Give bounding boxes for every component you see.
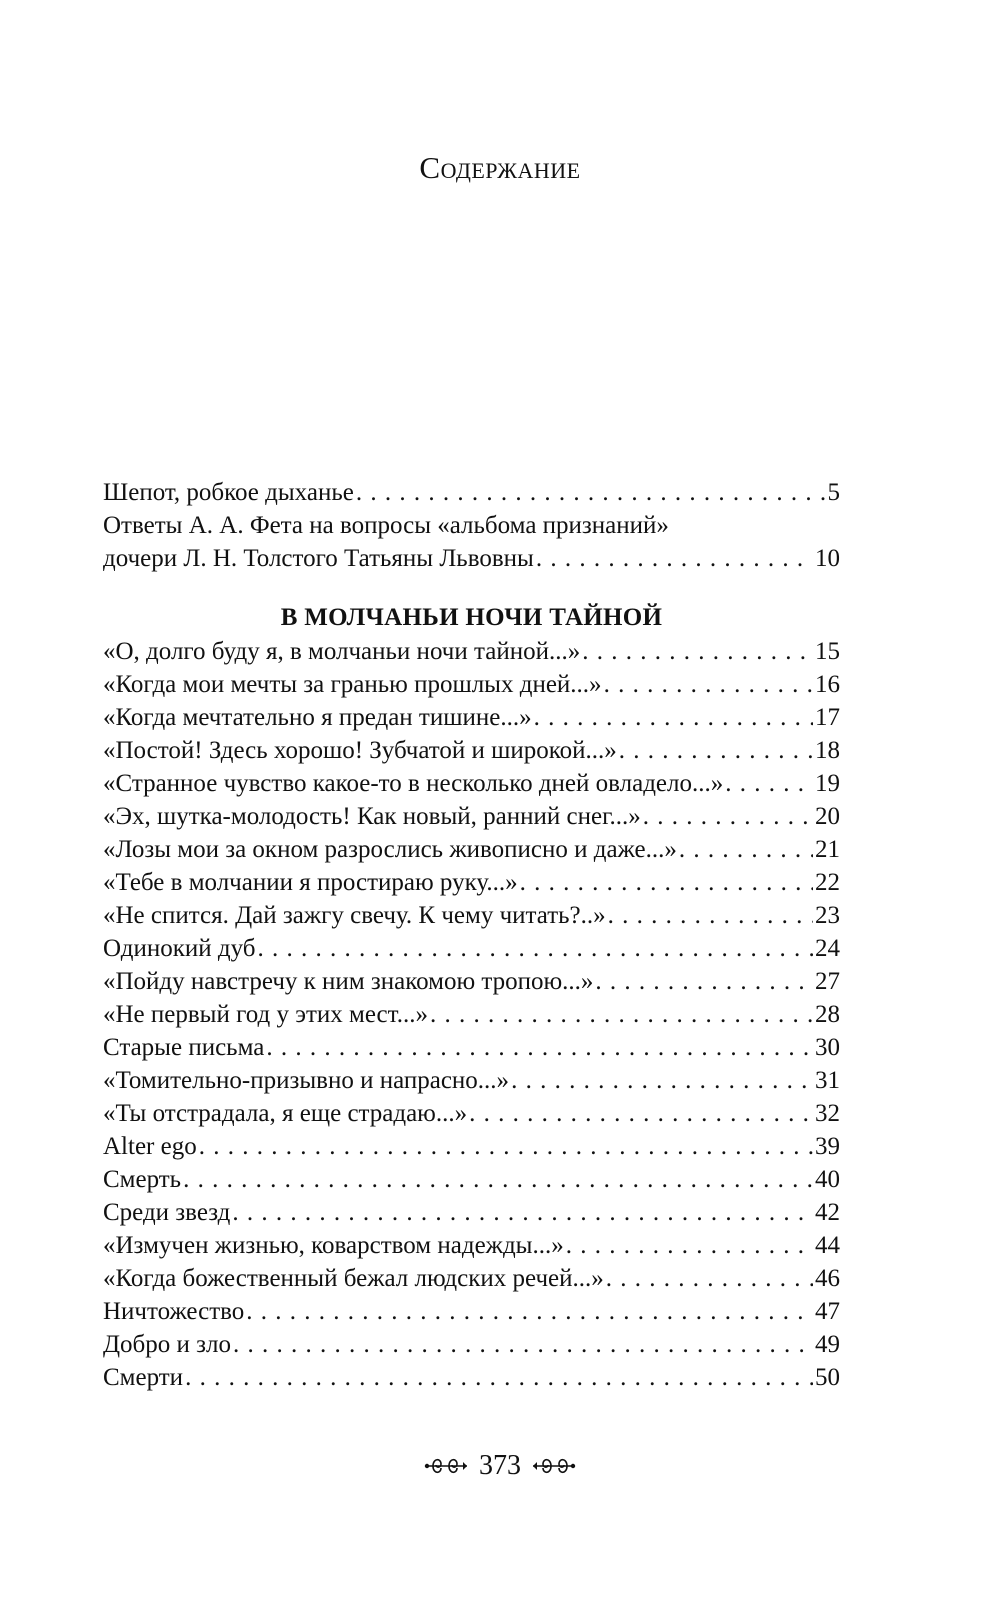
toc-entry[interactable] bbox=[103, 1262, 840, 1295]
section-entries bbox=[103, 635, 840, 1394]
toc-entry-page: 5 bbox=[827, 479, 840, 506]
dot-leader bbox=[233, 1328, 813, 1361]
toc-entry-page: 44 bbox=[815, 1232, 840, 1259]
dot-leader bbox=[356, 476, 826, 509]
dot-leader bbox=[430, 998, 813, 1031]
toc-entry-title: Одинокий дуб bbox=[103, 935, 256, 962]
toc-entry-title: «Пойду навстречу к ним знакомою тропою...» bbox=[103, 968, 594, 995]
toc-entry[interactable] bbox=[103, 1328, 840, 1361]
toc-entry-page: 22 bbox=[815, 869, 840, 896]
dot-leader bbox=[604, 668, 813, 701]
table-of-contents bbox=[103, 476, 840, 1394]
toc-entry[interactable] bbox=[103, 767, 840, 800]
toc-entry-title: «Странное чувство какое-то в несколько дней овладело...» bbox=[103, 770, 724, 797]
toc-entry-page: 49 bbox=[815, 1331, 840, 1358]
toc-entry[interactable] bbox=[103, 701, 840, 734]
toc-entry-page: 15 bbox=[815, 638, 840, 665]
toc-entry-title-line2: дочери Л. Н. Толстого Татьяны Львовны bbox=[103, 545, 534, 572]
toc-entry[interactable] bbox=[103, 866, 840, 899]
toc-entry-page: 50 bbox=[815, 1364, 840, 1391]
toc-entry-page: 31 bbox=[815, 1067, 840, 1094]
toc-entry[interactable] bbox=[103, 1163, 840, 1196]
dot-leader bbox=[595, 965, 813, 998]
toc-entry-page: 20 bbox=[815, 803, 840, 830]
toc-entry-title-line1: Ответы А. А. Фета на вопросы «альбома признаний» bbox=[103, 512, 669, 539]
toc-entry[interactable] bbox=[103, 635, 840, 668]
toc-entry[interactable] bbox=[103, 1361, 840, 1394]
toc-entry-page: 32 bbox=[815, 1100, 840, 1127]
intro-entries bbox=[103, 476, 840, 509]
dot-leader bbox=[511, 1064, 813, 1097]
toc-entry[interactable] bbox=[103, 1031, 840, 1064]
dot-leader bbox=[232, 1196, 813, 1229]
page-footer bbox=[0, 1450, 1000, 1482]
toc-entry-title: Alter ego bbox=[103, 1133, 197, 1160]
toc-entry[interactable] bbox=[103, 476, 840, 509]
toc-entry-page: 10 bbox=[815, 545, 840, 572]
dot-leader bbox=[266, 1031, 813, 1064]
toc-entry-page: 19 bbox=[815, 770, 840, 797]
dot-leader bbox=[643, 800, 813, 833]
toc-entry-page: 27 bbox=[815, 968, 840, 995]
dot-leader bbox=[608, 899, 813, 932]
toc-entry-page: 18 bbox=[815, 737, 840, 764]
toc-entry-title: Добро и зло bbox=[103, 1331, 232, 1358]
toc-entry-page: 47 bbox=[815, 1298, 840, 1325]
toc-entry[interactable] bbox=[103, 1229, 840, 1262]
page-title: Содержание bbox=[419, 150, 581, 185]
toc-entry[interactable] bbox=[103, 1097, 840, 1130]
toc-entry-title: «Томительно-призывно и напрасно...» bbox=[103, 1067, 510, 1094]
toc-entry[interactable] bbox=[103, 899, 840, 932]
dot-leader bbox=[536, 542, 813, 575]
section-heading: В МОЛЧАНЬИ НОЧИ ТАЙНОЙ bbox=[280, 604, 663, 631]
toc-entry-page: 24 bbox=[815, 935, 840, 962]
page-number: 373 bbox=[479, 1450, 521, 1481]
toc-entry-title: «Не первый год у этих мест...» bbox=[103, 1001, 428, 1028]
toc-entry-title: «Постой! Здесь хорошо! Зубчатой и широкой...» bbox=[103, 737, 617, 764]
toc-entry[interactable] bbox=[103, 734, 840, 767]
toc-entry-title: «Тебе в молчании я простираю руку...» bbox=[103, 869, 518, 896]
flourish-ornament-right-icon bbox=[531, 1453, 577, 1479]
toc-entry[interactable] bbox=[103, 800, 840, 833]
toc-entry-page: 46 bbox=[815, 1265, 840, 1292]
toc-entry-page: 28 bbox=[815, 1001, 840, 1028]
toc-entry-title: «Не спится. Дай зажгу свечу. К чему читать?..» bbox=[103, 902, 606, 929]
dot-leader bbox=[566, 1229, 813, 1262]
toc-entry-title: Старые письма bbox=[103, 1034, 265, 1061]
dot-leader bbox=[469, 1097, 813, 1130]
toc-entry-page: 23 bbox=[815, 902, 840, 929]
dot-leader bbox=[246, 1295, 813, 1328]
toc-entry[interactable] bbox=[103, 1130, 840, 1163]
toc-entry-title: «Ты отстрадала, я еще страдаю...» bbox=[103, 1100, 468, 1127]
dot-leader bbox=[679, 833, 813, 866]
dot-leader bbox=[183, 1163, 813, 1196]
toc-entry[interactable] bbox=[103, 1064, 840, 1097]
toc-entry-title: «Эх, шутка-молодость! Как новый, ранний снег...» bbox=[103, 803, 641, 830]
toc-entry[interactable] bbox=[103, 1295, 840, 1328]
toc-entry-title: «Когда мечтательно я предан тишине...» bbox=[103, 704, 532, 731]
dot-leader bbox=[199, 1130, 813, 1163]
toc-entry-page: 30 bbox=[815, 1034, 840, 1061]
toc-entry-page: 42 bbox=[815, 1199, 840, 1226]
dot-leader bbox=[185, 1361, 813, 1394]
toc-entry-title: «Когда мои мечты за гранью прошлых дней...» bbox=[103, 671, 602, 698]
toc-entry-fet-answers[interactable] bbox=[103, 509, 840, 575]
toc-entry-title: «Лозы мои за окном разрослись живописно и даже...» bbox=[103, 836, 677, 863]
toc-entry-page: 40 bbox=[815, 1166, 840, 1193]
dot-leader bbox=[725, 767, 813, 800]
dot-leader bbox=[582, 635, 813, 668]
toc-entry[interactable] bbox=[103, 932, 840, 965]
flourish-ornament-left-icon bbox=[423, 1453, 469, 1479]
toc-entry-page: 21 bbox=[815, 836, 840, 863]
toc-entry-title: Смерти bbox=[103, 1364, 184, 1391]
toc-entry[interactable] bbox=[103, 833, 840, 866]
toc-entry-title: Смерть bbox=[103, 1166, 182, 1193]
dot-leader bbox=[520, 866, 813, 899]
toc-entry-title: Ничтожество bbox=[103, 1298, 245, 1325]
toc-entry[interactable] bbox=[103, 965, 840, 998]
toc-entry[interactable] bbox=[103, 1196, 840, 1229]
toc-entry-page: 16 bbox=[815, 671, 840, 698]
toc-entry[interactable] bbox=[103, 668, 840, 701]
toc-entry[interactable] bbox=[103, 998, 840, 1031]
dot-leader bbox=[606, 1262, 813, 1295]
toc-entry-page: 17 bbox=[815, 704, 840, 731]
toc-entry-page: 39 bbox=[815, 1133, 840, 1160]
toc-entry-title: «Измучен жизнью, коварством надежды...» bbox=[103, 1232, 564, 1259]
toc-entry-title: Среди звезд bbox=[103, 1199, 231, 1226]
toc-entry-title: Шепот, робкое дыханье bbox=[103, 479, 354, 506]
dot-leader bbox=[534, 701, 813, 734]
dot-leader bbox=[257, 932, 813, 965]
toc-entry-title: «Когда божественный бежал людских речей...» bbox=[103, 1265, 604, 1292]
dot-leader bbox=[619, 734, 813, 767]
toc-entry-title: «О, долго буду я, в молчаньи ночи тайной...» bbox=[103, 638, 581, 665]
